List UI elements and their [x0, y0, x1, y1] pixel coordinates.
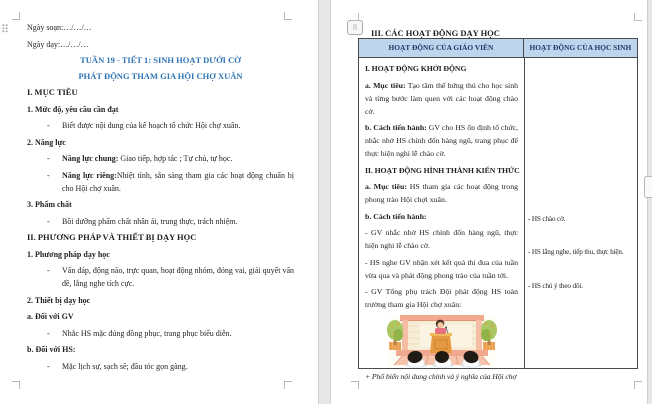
gv-activity-2-title: II. HOẠT ĐỘNG HÌNH THÀNH KIẾN THỨC — [365, 165, 520, 175]
bullet-dash: - — [47, 266, 50, 275]
gv-step-item: - GV Tổng phụ trách Đội phát động HS toàn trường tham gia Hội chợ xuân: — [365, 287, 518, 309]
margin-corner-mark — [12, 381, 20, 389]
activities-table — [358, 38, 638, 381]
bullet-nang-luc-rieng: - Năng lực riêng:Nhiệt tình, sẵn sàng tham gia các hoạt động chuẩn bị cho Hội chợ xuân. — [47, 170, 294, 193]
margin-corner-mark — [12, 12, 20, 20]
subsection-muc-do: 1. Mức độ, yêu cầu cần đạt — [27, 104, 119, 114]
subsection-nang-luc: 2. Năng lực — [27, 137, 66, 147]
bullet-dash: - — [47, 361, 50, 371]
page-2 — [330, 0, 648, 404]
section-cac-hoat-dong: III. CÁC HOẠT ĐỘNG DẠY HỌC — [371, 27, 500, 38]
lesson-title-line2: PHÁT ĐỘNG THAM GIA HỘI CHỢ XUÂN — [78, 71, 243, 81]
date-taught-line: Ngày dạy:…/…/… — [27, 39, 89, 49]
page-1 — [0, 0, 319, 404]
gv-step-item: - GV nhắc nhở HS chỉnh đốn hàng ngũ, thực hiện nghi lễ chào cờ. — [365, 228, 518, 250]
gv-activity-2-goal: a. Mục tiêu: HS tham gia các hoạt động trong phong trào Hội chợi xuân. — [365, 182, 518, 204]
subsection-thiet-bi: 2. Thiết bị dạy học — [27, 295, 91, 305]
margin-corner-mark — [284, 381, 292, 389]
table-move-handle-icon[interactable]: ⠿ — [347, 20, 363, 35]
gv-activity-2-steps-label: b. Cách tiến hành: — [365, 211, 427, 221]
table-header-row — [359, 39, 637, 58]
right-edge-tab[interactable] — [644, 176, 652, 198]
lesson-title-line1: TUẦN 19 - TIẾT 1: SINH HOẠT DƯỚI CỜ — [80, 55, 241, 65]
subsection-doi-voi-hs: b. Đối với HS: — [27, 345, 76, 354]
gv-activity-1-goal: a. Mục tiêu: Tạo tâm thế hứng thú cho học sinh và từng bước làm quen với các hoạt động chào cờ. — [365, 80, 518, 116]
cell-student-activities — [525, 58, 637, 368]
date-prepared-line: Ngày soạn:…/…/… — [27, 23, 92, 32]
bullet-muc-do: - Biết được nội dung của kế hoạch tổ chức Hội chợ xuân. — [47, 121, 241, 130]
margin-corner-mark — [634, 13, 642, 21]
column-header-student: HOẠT ĐỘNG CỦA HỌC SINH — [524, 39, 637, 58]
column-header-teacher: HOẠT ĐỘNG CỦA GIÁO VIÊN — [359, 39, 524, 58]
margin-corner-mark — [351, 381, 359, 389]
margin-corner-mark — [351, 13, 359, 21]
gv-activity-1-title: I. HOẠT ĐỘNG KHỞI ĐỘNG — [365, 64, 467, 73]
gv-note-italic: + Phổ biến nội dung chính và ý nghĩa của Hội chợ — [365, 371, 517, 381]
bullet-phuong-phap: - Vấn đáp, động não, trực quan, hoạt động nhóm, đóng vai, giải quyết vấn đề, lắng nghe tích cực. — [47, 266, 294, 288]
subsection-pham-chat: 3. Phẩm chất — [27, 200, 72, 209]
hs-response-item: - HS chú ý theo dõi. — [528, 282, 583, 290]
margin-corner-mark — [634, 381, 642, 389]
section-muc-tieu: I. MỤC TIÊU — [27, 87, 78, 97]
assembly-illustration[interactable] — [388, 315, 496, 367]
bullet-dash: - — [47, 216, 50, 226]
gv-activity-1-steps: b. Cách tiến hành: GV cho HS ổn định tổ chức, nhắc nhở HS chỉnh đốn hàng ngũ, trang phục để thực hiện nghi lễ chào cờ. — [365, 123, 518, 158]
hs-response-item: - HS lắng nghe, tiếp thu, thực hiện. — [528, 248, 624, 256]
gv-step-item: - HS nghe GV nhận xét kết quả thi đua của tuần vừa qua và phát động phong trào của tuần tới. — [365, 257, 518, 280]
bullet-dash: - — [47, 154, 50, 163]
table-body-row — [359, 58, 637, 381]
bullet-pham-chat: - Bồi dưỡng phẩm chất nhân ái, trung thực, trách nhiệm. — [47, 216, 238, 226]
subsection-doi-voi-gv: a. Đối với GV — [27, 312, 74, 321]
bullet-dash: - — [47, 121, 50, 130]
margin-corner-mark — [284, 12, 292, 20]
bullet-doi-voi-gv: - Nhắc HS mặc đúng đồng phục, trang phục biểu diễn. — [47, 328, 232, 338]
cell-teacher-activities — [359, 58, 525, 381]
bullet-dash: - — [47, 328, 50, 338]
bullet-doi-voi-hs: - Mặc lịch sự, sạch sẽ; đầu tóc gọn gàng. — [47, 361, 188, 371]
bullet-dash: - — [47, 170, 50, 180]
paragraph-drag-handle-icon[interactable]: ⠿ — [1, 23, 10, 36]
section-phuong-phap: II. PHƯƠNG PHÁP VÀ THIẾT BỊ DẠY HỌC — [27, 232, 197, 242]
lesson-plan-body — [27, 21, 294, 376]
bullet-nang-luc-chung: - Năng lực chung: Giao tiếp, hợp tác ; Tự chủ, tự học. — [47, 154, 233, 163]
hs-response-item: - HS chào cờ. — [528, 215, 566, 223]
subsection-pp-day-hoc: 1. Phương pháp dạy học — [27, 249, 110, 259]
